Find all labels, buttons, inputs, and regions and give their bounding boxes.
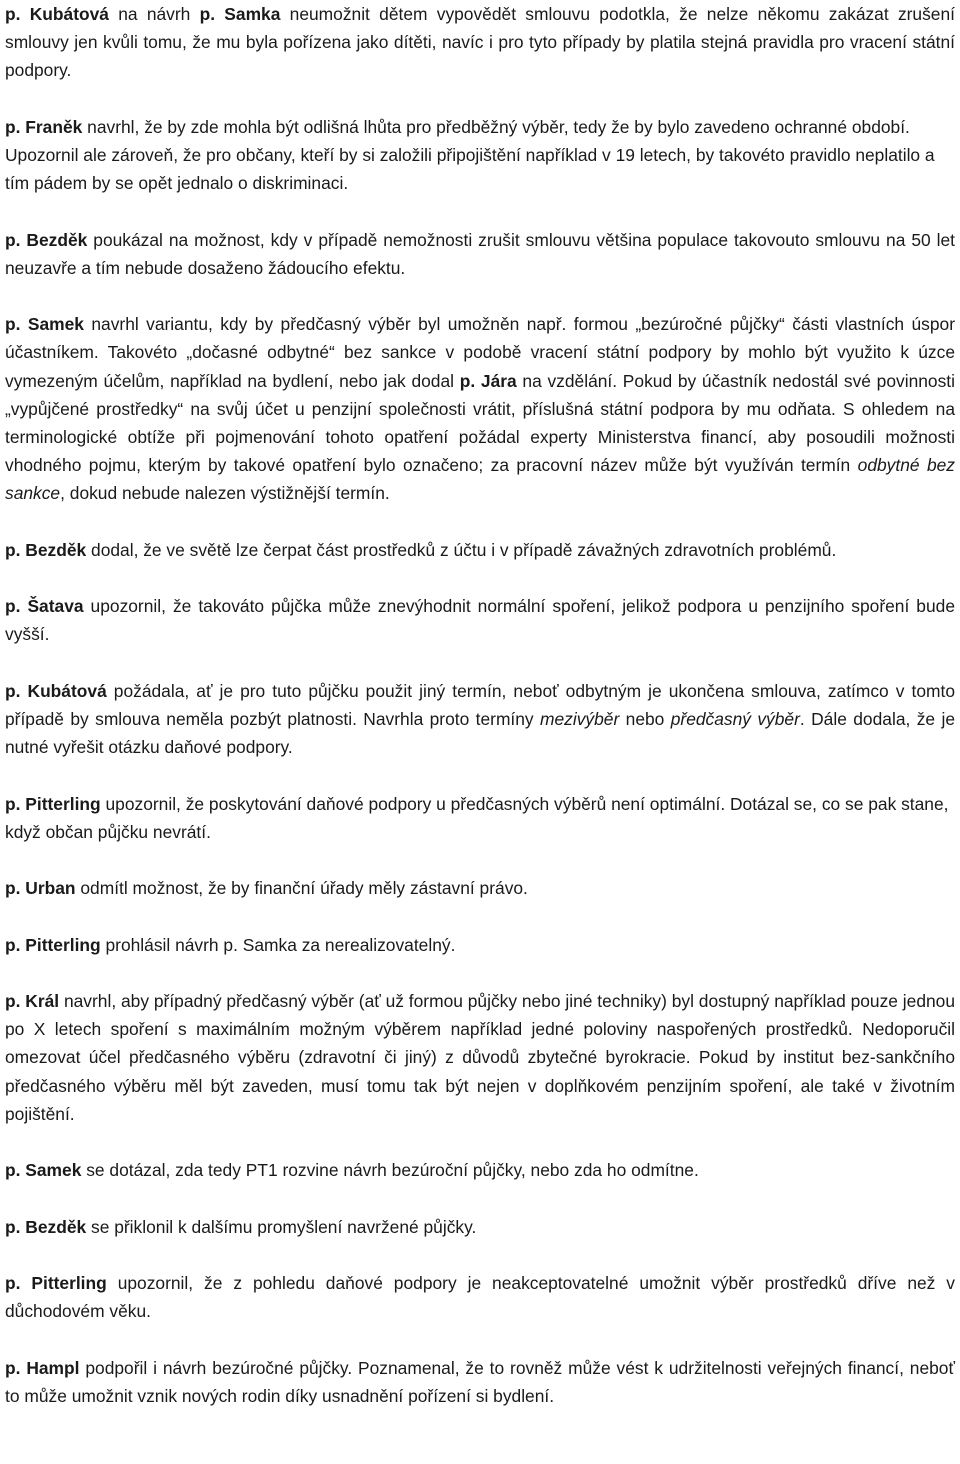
speaker-name: p. Pitterling (5, 793, 101, 814)
speaker-name: p. Pitterling (5, 1272, 107, 1293)
speaker-name: p. Kubátová (5, 680, 107, 701)
meeting-minutes-paragraph (5, 987, 955, 1128)
meeting-minutes-paragraph (5, 931, 955, 959)
paragraph-text: se dotázal, zda tedy PT1 rozvine návrh bezúroční půjčky, nebo zda ho odmítne. (81, 1160, 699, 1181)
paragraph-text: . Dále dodala, že je nutné vyřešit otázku daňové podpory. (5, 708, 955, 758)
paragraph-text: nebo (619, 708, 671, 729)
speaker-name: p. Franěk (5, 116, 83, 137)
meeting-minutes-paragraph (5, 1269, 955, 1325)
speaker-name: p. Král (5, 990, 60, 1011)
speaker-name: p. Samek (5, 314, 84, 335)
paragraph-text: navrhl, aby případný předčasný výběr (ať už formou půjčky nebo jiné techniky) byl dostupný například pouze jednou po X letech spoření s maximálním možným výběrem například jedné poloviny naspořených prostředků. Nedoporučil omezovat účel předčasného výběru (zdravotní či jiný) z důvodů zbytečné byrokracie. Pokud by institut bez-sankčního předčasného výběru měl být zaveden, musí tomu tak být nejen v doplňkovém penzijním spoření, ale také v životním pojištění. (5, 990, 956, 1124)
meeting-minutes-paragraph (5, 874, 955, 902)
emphasized-term: mezivýběr (540, 708, 620, 729)
speaker-name: p. Hampl (5, 1357, 80, 1378)
paragraph-text: poukázal na možnost, kdy v případě nemožnosti zrušit smlouvu většina populace takovouto smlouvu na 50 let neuzavře a tím nebude dosaženo žádoucího efektu. (5, 229, 955, 278)
paragraph-text: upozornil, že takováto půjčka může znevýhodnit normální spoření, jelikož podpora u penzijního spoření bude vyšší. (5, 596, 955, 645)
meeting-minutes-paragraph (5, 592, 955, 648)
paragraph-text: požádala, ať je pro tuto půjčku použit jiný termín, neboť odbytným je ukončena smlouva, zatímco v tomto případě by smlouva neměla pozbýt platnosti. Navrhla proto termíny (5, 680, 955, 729)
paragraph-text: , dokud nebude nalezen výstižnější termín. (60, 483, 390, 504)
paragraph-text: upozornil, že z pohledu daňové podpory je neakceptovatelné umožnit výběr prostředků dříve než v důchodovém věku. (5, 1272, 955, 1322)
speaker-name: p. Jára (459, 370, 517, 391)
meeting-minutes-paragraph (5, 677, 955, 762)
meeting-minutes-paragraph (5, 1213, 955, 1241)
paragraph-text: prohlásil návrh p. Samka za nerealizovatelný. (100, 934, 456, 955)
paragraph-text: upozornil, že poskytování daňové podpory u předčasných výběrů není optimální. Dotázal se, co se pak stane, když občan půjčku nevrátí. (5, 793, 949, 842)
speaker-name: p. Bezděk (5, 539, 87, 560)
meeting-minutes-paragraph (5, 1156, 955, 1184)
paragraph-text: se přiklonil k dalšímu promyšlení navržené půjčky. (86, 1216, 477, 1237)
meeting-minutes-paragraph (5, 536, 955, 564)
paragraph-text: na vzdělání. Pokud by účastník nedostál své povinnosti „vypůjčené prostředky“ na svůj účet u penzijní společnosti vrátit, příslušná státní podpora by mu odňata. S ohledem na terminologické obtíže při pojmenování tohoto opatření požádal experty Ministerstva financí, aby posoudili možnosti vhodného pojmu, kterým by takové opatření bylo označeno; za pracovní název může být využíván termín (5, 370, 955, 476)
speaker-name: p. Pitterling (5, 934, 101, 955)
paragraph-text: dodal, že ve světě lze čerpat část prostředků z účtu i v případě závažných zdravotních problémů. (86, 539, 837, 560)
speaker-name: p. Samek (5, 1160, 82, 1181)
paragraph-text: podpořil i návrh bezúročné půjčky. Poznamenal, že to rovněž může vést k udržitelnosti veřejných financí, neboť to může umožnit vznik nových rodin díky usnadnění pořízení si bydlení. (5, 1357, 955, 1406)
meeting-minutes-paragraph (5, 226, 955, 282)
speaker-name: p. Samka (199, 4, 281, 24)
document-body (5, 0, 955, 1438)
paragraph-text: navrhl variantu, kdy by předčasný výběr byl umožněn např. formou „bezúročné půjčky“ části vlastních úspor účastníkem. Takovéto „dočasné odbytné“ bez sankce v podobě vracení státní podpory by mohlo být využito k úzce vymezeným účelům, například na bydlení, nebo jak dodal (5, 314, 955, 391)
emphasized-term: předčasný výběr (670, 708, 800, 729)
speaker-name: p. Urban (5, 878, 76, 899)
paragraph-text: odmítl možnost, že by finanční úřady měly zástavní právo. (75, 878, 528, 899)
meeting-minutes-paragraph (5, 310, 955, 507)
paragraph-text: navrhl, že by zde mohla být odlišná lhůta pro předběžný výběr, tedy že by bylo zavedeno ochranné období. Upozornil ale zároveň, že pro občany, kteří by si založili připojištění například v 19 letech, by takovéto pravidlo neplatilo a tím pádem by se opět jednalo o diskriminaci. (5, 116, 935, 194)
speaker-name: p. Kubátová (5, 4, 109, 24)
meeting-minutes-paragraph (5, 790, 955, 846)
speaker-name: p. Bezděk (5, 1216, 87, 1237)
speaker-name: p. Bezděk (5, 229, 88, 250)
meeting-minutes-paragraph (5, 113, 955, 198)
meeting-minutes-paragraph (5, 1354, 955, 1410)
speaker-name: p. Šatava (5, 596, 84, 617)
emphasized-term: odbytné bez sankce (5, 455, 955, 504)
paragraph-text: neumožnit dětem vypovědět smlouvu podotkla, že nelze někomu zakázat zrušení smlouvy jen kvůli tomu, že mu byla pořízena jako dítěti, navíc i pro tyto případy by platila stejná pravidla pro vracení státní podpory. (5, 4, 955, 81)
meeting-minutes-paragraph (5, 0, 955, 85)
paragraph-text: na návrh (108, 4, 200, 24)
